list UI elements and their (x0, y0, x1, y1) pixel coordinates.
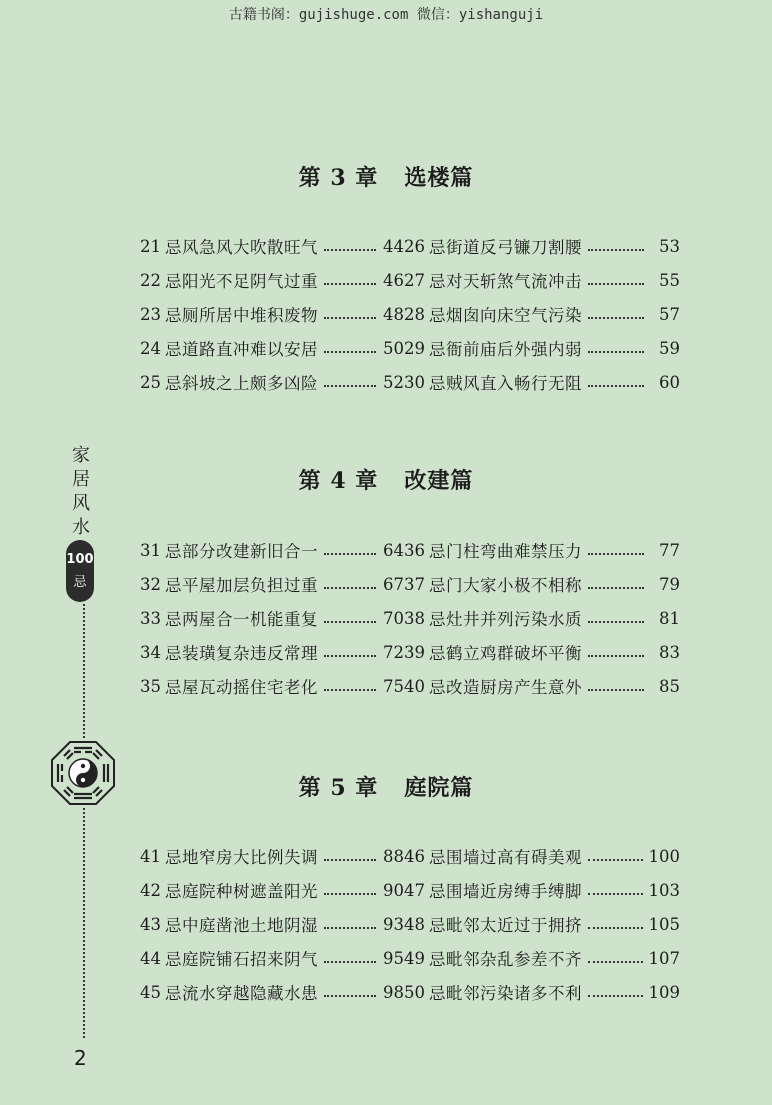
entry-title: 忌庭院铺石招来阴气 (165, 950, 318, 969)
chapter-title (0, 161, 772, 195)
entry-page: 53 (659, 236, 680, 256)
entry-title: 忌对天斩煞气流冲击 (429, 272, 582, 291)
entry-number: 50 (404, 982, 425, 1002)
entry-title: 忌庭院种树遮盖阳光 (165, 882, 318, 901)
entry-page: 64 (383, 540, 404, 560)
entry-page: 88 (383, 846, 404, 866)
entry-number: 25 (140, 372, 161, 392)
entry-number: 49 (404, 948, 425, 968)
leader-dots (324, 621, 376, 623)
entry-title: 忌阳光不足阴气过重 (165, 272, 318, 291)
entry-title: 忌围墙近房缚手缚脚 (429, 882, 582, 901)
entry-title: 忌门柱弯曲难禁压力 (429, 542, 582, 561)
entry-page: 90 (383, 880, 404, 900)
entry-title: 忌风急风大吹散旺气 (165, 238, 318, 257)
toc-entry (404, 839, 680, 873)
entry-title: 忌厕所居中堆积废物 (165, 306, 318, 325)
entry-page: 98 (383, 982, 404, 1002)
entry-number: 24 (140, 338, 161, 358)
toc-entry (404, 331, 680, 365)
leader-dots (324, 351, 376, 353)
entry-number: 42 (140, 880, 161, 900)
leader-dots (588, 927, 643, 929)
entry-page: 100 (648, 846, 680, 866)
toc-entry (404, 229, 680, 263)
entry-page: 70 (383, 608, 404, 628)
chapter-name: 改建篇 (404, 468, 474, 494)
entry-title: 忌毗邻杂乱参差不齐 (429, 950, 582, 969)
entry-number: 33 (140, 608, 161, 628)
page-number: 2 (74, 1046, 87, 1070)
leader-dots (324, 893, 376, 895)
chapter-title (0, 464, 772, 498)
entry-title: 忌街道反弓镰刀割腰 (429, 238, 582, 257)
toc-entry (140, 533, 404, 567)
sidebar-title-char: 家 (72, 445, 90, 466)
leader-dots (324, 317, 376, 319)
entry-number: 28 (404, 304, 425, 324)
leader-dots (324, 859, 376, 861)
sidebar-divider-top (83, 604, 85, 738)
toc-entry (140, 839, 404, 873)
entry-number: 45 (140, 982, 161, 1002)
toc-entry (140, 229, 404, 263)
toc-entry (140, 907, 404, 941)
entry-number: 32 (140, 574, 161, 594)
entry-title: 忌两屋合一机能重复 (165, 610, 318, 629)
entry-page: 77 (659, 540, 680, 560)
toc-entry (404, 365, 680, 399)
toc-grid (140, 839, 680, 1009)
chapter-name: 选楼篇 (404, 165, 474, 191)
entry-page: 105 (648, 914, 680, 934)
entry-page: 55 (659, 270, 680, 290)
toc-entry (404, 263, 680, 297)
entry-page: 109 (648, 982, 680, 1002)
leader-dots (588, 351, 644, 353)
entry-title: 忌烟囱向床空气污染 (429, 306, 582, 325)
entry-page: 44 (383, 236, 404, 256)
entry-number: 35 (140, 676, 161, 696)
entry-number: 47 (404, 880, 425, 900)
entry-page: 79 (659, 574, 680, 594)
entry-number: 40 (404, 676, 425, 696)
leader-dots (588, 859, 643, 861)
entry-title: 忌道路直冲难以安居 (165, 340, 318, 359)
entry-number: 38 (404, 608, 425, 628)
entry-number: 36 (404, 540, 425, 560)
entry-page: 103 (648, 880, 680, 900)
toc-entry (140, 365, 404, 399)
entry-number: 31 (140, 540, 161, 560)
toc-entry (404, 601, 680, 635)
toc-entry (404, 567, 680, 601)
toc-entry (140, 263, 404, 297)
toc-entry (140, 567, 404, 601)
bagua-icon (50, 740, 116, 806)
leader-dots (588, 385, 644, 387)
toc-entry (404, 975, 680, 1009)
entry-page: 85 (659, 676, 680, 696)
entry-page: 60 (659, 372, 680, 392)
leader-dots (588, 553, 644, 555)
entry-title: 忌衙前庙后外强内弱 (429, 340, 582, 359)
sidebar-title-char: 水 (72, 517, 90, 538)
leader-dots (324, 961, 376, 963)
badge-char: 忌 (73, 575, 87, 590)
leader-dots (324, 655, 376, 657)
entry-number: 48 (404, 914, 425, 934)
leader-dots (324, 249, 376, 251)
entry-page: 57 (659, 304, 680, 324)
chapter-number: 第 4 章 (298, 468, 379, 494)
leader-dots (588, 689, 644, 691)
entry-page: 67 (383, 574, 404, 594)
entry-title: 忌围墙过高有碍美观 (429, 848, 582, 867)
entry-page: 81 (659, 608, 680, 628)
leader-dots (588, 995, 643, 997)
entry-title: 忌门大家小极不相称 (429, 576, 582, 595)
entry-page: 107 (648, 948, 680, 968)
entry-number: 44 (140, 948, 161, 968)
entry-title: 忌毗邻污染诸多不利 (429, 984, 582, 1003)
entry-title: 忌灶井并列污染水质 (429, 610, 582, 629)
entry-number: 21 (140, 236, 161, 256)
toc-entry (140, 635, 404, 669)
entry-title: 忌毗邻太近过于拥挤 (429, 916, 582, 935)
toc-grid (140, 229, 680, 399)
entry-page: 83 (659, 642, 680, 662)
entry-page: 93 (383, 914, 404, 934)
toc-entry (140, 331, 404, 365)
leader-dots (324, 689, 376, 691)
leader-dots (324, 385, 376, 387)
sidebar-title-char: 居 (72, 469, 90, 490)
toc-grid (140, 533, 680, 703)
leader-dots (588, 317, 644, 319)
leader-dots (588, 249, 644, 251)
chapter-name: 庭院篇 (404, 775, 474, 801)
entry-page: 52 (383, 372, 404, 392)
entry-title: 忌平屋加层负担过重 (165, 576, 318, 595)
entry-page: 46 (383, 270, 404, 290)
entry-title: 忌斜坡之上颇多凶险 (165, 374, 318, 393)
entry-title: 忌装璜复杂违反常理 (165, 644, 318, 663)
entry-page: 75 (383, 676, 404, 696)
entry-number: 43 (140, 914, 161, 934)
entry-page: 72 (383, 642, 404, 662)
toc-entry (404, 635, 680, 669)
sidebar-title (70, 444, 92, 540)
toc-entry (140, 669, 404, 703)
entry-title: 忌地窄房大比例失调 (165, 848, 318, 867)
entry-page: 48 (383, 304, 404, 324)
leader-dots (588, 961, 643, 963)
toc-entry (404, 297, 680, 331)
chapter-number: 第 5 章 (298, 775, 379, 801)
leader-dots (324, 587, 376, 589)
entry-number: 46 (404, 846, 425, 866)
entry-title: 忌流水穿越隐藏水患 (165, 984, 318, 1003)
entry-title: 忌部分改建新旧合一 (165, 542, 318, 561)
leader-dots (588, 893, 643, 895)
entry-page: 95 (383, 948, 404, 968)
entry-page: 59 (659, 338, 680, 358)
badge-number: 100 (66, 552, 94, 567)
toc-entry (140, 601, 404, 635)
chapter-3 (0, 161, 772, 393)
entry-number: 23 (140, 304, 161, 324)
sidebar-divider-bottom (83, 808, 85, 1038)
leader-dots (588, 655, 644, 657)
chapter-number: 第 3 章 (298, 165, 379, 191)
entry-number: 39 (404, 642, 425, 662)
leader-dots (324, 995, 376, 997)
entry-number: 26 (404, 236, 425, 256)
entry-title: 忌贼风直入畅行无阻 (429, 374, 582, 393)
watermark: 古籍书阁：gujishuge.com 微信：yishanguji (228, 7, 544, 23)
entry-number: 27 (404, 270, 425, 290)
book-badge (66, 540, 94, 602)
leader-dots (588, 587, 644, 589)
entry-number: 29 (404, 338, 425, 358)
toc-entry (404, 907, 680, 941)
toc-entry (404, 941, 680, 975)
leader-dots (324, 553, 376, 555)
sidebar-title-char: 风 (72, 493, 90, 514)
entry-number: 37 (404, 574, 425, 594)
entry-number: 41 (140, 846, 161, 866)
entry-number: 22 (140, 270, 161, 290)
toc-entry (140, 975, 404, 1009)
toc-entry (140, 941, 404, 975)
toc-entry (140, 873, 404, 907)
entry-page: 50 (383, 338, 404, 358)
leader-dots (588, 621, 644, 623)
entry-title: 忌中庭凿池土地阴湿 (165, 916, 318, 935)
entry-title: 忌屋瓦动摇住宅老化 (165, 678, 318, 697)
toc-entry (404, 873, 680, 907)
toc-entry (404, 669, 680, 703)
entry-title: 忌改造厨房产生意外 (429, 678, 582, 697)
toc-entry (404, 533, 680, 567)
entry-number: 30 (404, 372, 425, 392)
toc-entry (140, 297, 404, 331)
leader-dots (324, 283, 376, 285)
entry-number: 34 (140, 642, 161, 662)
leader-dots (588, 283, 644, 285)
leader-dots (324, 927, 376, 929)
entry-title: 忌鹤立鸡群破坏平衡 (429, 644, 582, 663)
